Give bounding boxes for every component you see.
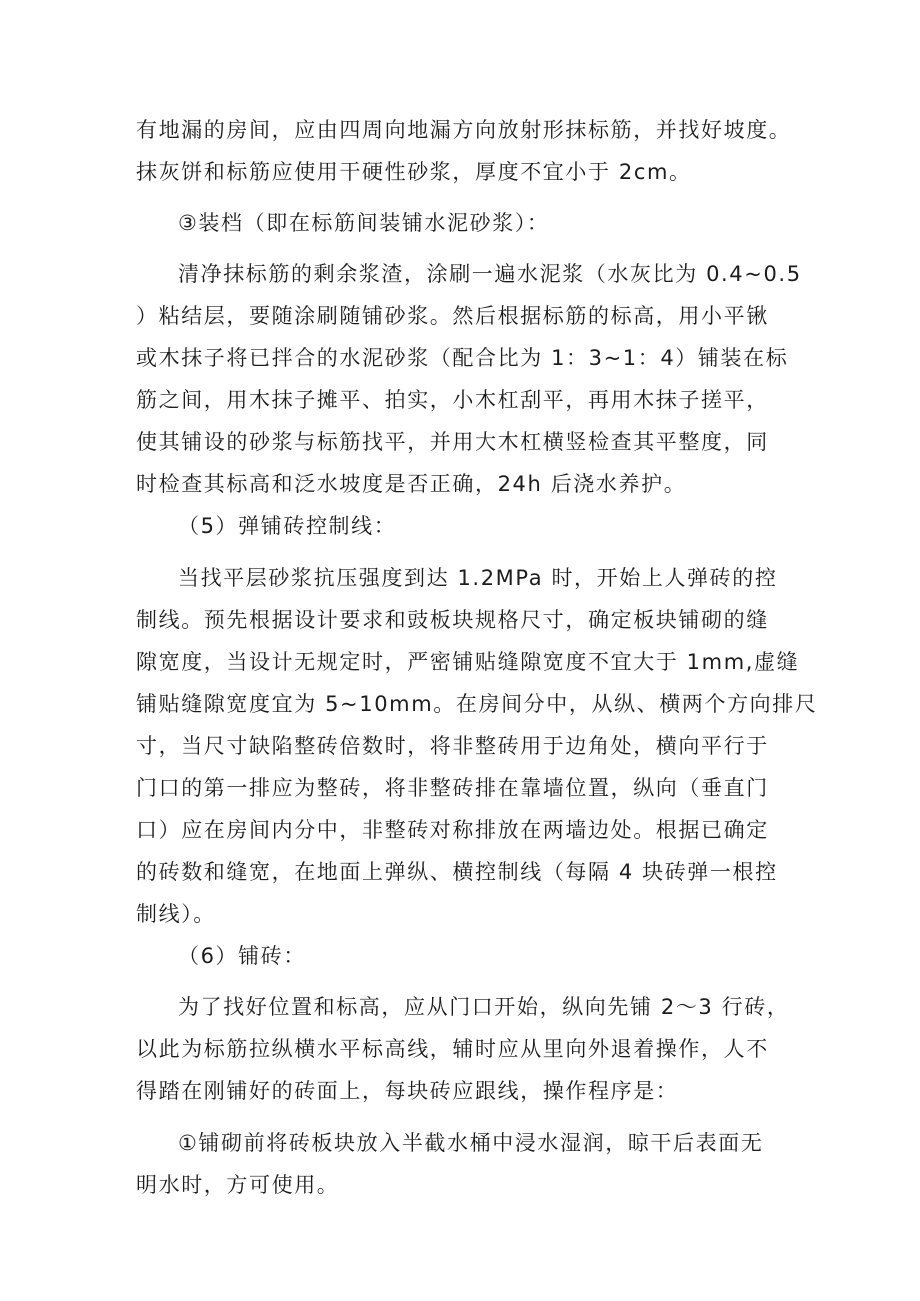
paragraph-control-lines: [136, 557, 818, 935]
text-line: 当找平层砂浆抗压强度到达 1.2MPa 时，开始上人弹砖的控: [178, 566, 778, 590]
text-line: 有地漏的房间，应由四周向地漏方向放射形抹标筋，并找好坡度。: [136, 118, 792, 142]
section-heading-control-lines: （5）弹铺砖控制线：: [178, 514, 397, 538]
paragraph-clean-and-spread: [136, 253, 802, 505]
text-line: 或木抹子将已拌合的水泥砂浆（配合比为 1：3~1：4）铺装在标: [136, 346, 789, 370]
text-line: 得踏在刚铺好的砖面上，每块砖应跟线，操作程序是：: [136, 1079, 679, 1103]
text-line: 筋之间，用木抹子摊平、拍实，小木杠刮平，再用木抹子搓平，: [136, 388, 769, 412]
text-line: 抹灰饼和标筋应使用干硬性砂浆，厚度不宜小于 2cm。: [136, 160, 692, 184]
text-line: 的砖数和缝宽，在地面上弹纵、横控制线（每隔 4 块砖弹一根控: [136, 860, 778, 884]
text-line: 为了找好位置和标高，应从门口开始，纵向先铺 2～3 行砖，: [178, 995, 790, 1019]
text-line: 寸，当尺寸缺陷整砖倍数时，将非整砖用于边角处，横向平行于: [136, 734, 769, 758]
text-line: 门口的第一排应为整砖，将非整砖排在靠墙位置，纵向（垂直门: [136, 776, 769, 800]
text-line: 铺贴缝隙宽度宜为 5~10mm。在房间分中，从纵、横两个方向排尺: [136, 692, 818, 716]
text-line: 隙宽度，当设计无规定时，严密铺贴缝隙宽度不宜大于 1mm,虚缝: [136, 650, 800, 674]
text-line: 清净抹标筋的剩余浆渣，涂刷一遍水泥浆（水灰比为 0.4~0.5: [178, 262, 802, 286]
text-line: 时检查其标高和泛水坡度是否正确，24h 后浇水养护。: [136, 472, 687, 496]
text-line: 使其铺设的砂浆与标筋找平，并用大木杠横竖检查其平整度，同: [136, 430, 769, 454]
section-heading-laying-tiles: （6）铺砖：: [178, 944, 306, 968]
text-line: ）粘结层，要随涂刷随铺砂浆。然后根据标筋的标高，用小平锹: [136, 304, 769, 328]
text-line: 明水时，方可使用。: [136, 1173, 340, 1197]
section-heading-zhuangdang: ③装档（即在标筋间装铺水泥砂浆）：: [178, 211, 550, 235]
paragraph-floor-drain: [136, 109, 796, 193]
text-line: ①铺砌前将砖板块放入半截水桶中浸水湿润，晾干后表面无: [178, 1131, 764, 1155]
text-line: 制线）。: [136, 902, 216, 926]
paragraph-laying-procedure: [136, 986, 796, 1112]
paragraph-soak-tiles: [136, 1122, 796, 1206]
text-line: 以此为标筋拉纵横水平标高线，辅时应从里向外退着操作，人不: [136, 1037, 769, 1061]
text-line: 制线。预先根据设计要求和豉板块规格尺寸，确定板块铺砌的缝: [136, 608, 769, 632]
text-line: 口）应在房间内分中，非整砖对称排放在两墙边处。根据已确定: [136, 818, 769, 842]
